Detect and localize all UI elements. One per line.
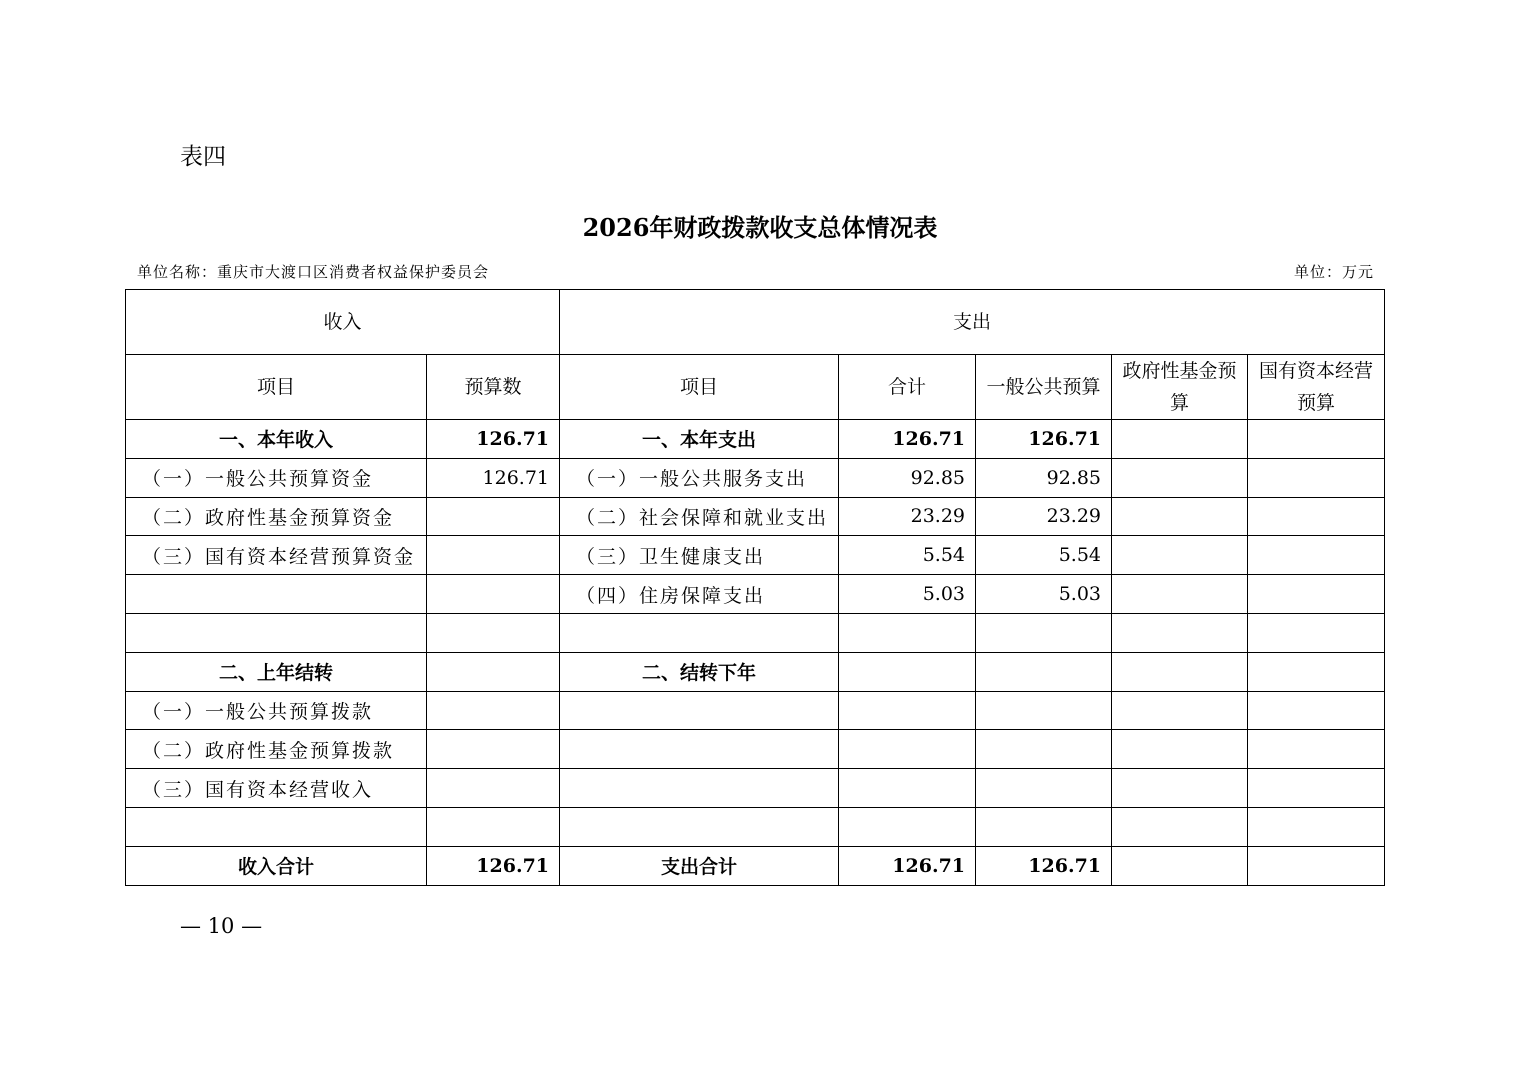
- table-row: [126, 769, 1385, 808]
- income-item-cell: [126, 613, 427, 652]
- income-item-cell: 一、本年收入: [126, 420, 427, 459]
- budget-table: [125, 289, 1385, 886]
- total-cell: 23.29: [839, 497, 976, 536]
- expense-item-cell: （二）社会保障和就业支出: [560, 497, 839, 536]
- page-title: 2026年财政拨款收支总体情况表: [582, 213, 938, 242]
- state-capital-cell: [1248, 691, 1385, 730]
- income-value-cell: 126.71: [427, 846, 560, 885]
- fund-budget-cell: [1112, 846, 1248, 885]
- table-row: [126, 807, 1385, 846]
- expense-item-cell: [560, 613, 839, 652]
- income-value-cell: 126.71: [427, 458, 560, 497]
- expense-item-cell: 支出合计: [560, 846, 839, 885]
- income-item-cell: （三）国有资本经营预算资金: [126, 536, 427, 575]
- income-value-cell: [427, 652, 560, 691]
- state-capital-cell: [1248, 769, 1385, 808]
- total-cell: [839, 730, 976, 769]
- fund-budget-header: 政府性基金预算: [1112, 355, 1248, 420]
- general-budget-cell: [976, 769, 1112, 808]
- income-item-header: 项目: [126, 355, 427, 420]
- fund-budget-cell: [1112, 652, 1248, 691]
- expense-item-cell: 一、本年支出: [560, 420, 839, 459]
- table-row: [126, 613, 1385, 652]
- expense-item-header: 项目: [560, 355, 839, 420]
- budget-header: 预算数: [427, 355, 560, 420]
- state-capital-cell: [1248, 575, 1385, 614]
- general-budget-cell: [976, 807, 1112, 846]
- expense-item-cell: （四）住房保障支出: [560, 575, 839, 614]
- income-item-cell: （二）政府性基金预算资金: [126, 497, 427, 536]
- total-header: 合计: [839, 355, 976, 420]
- expense-item-cell: [560, 730, 839, 769]
- state-capital-cell: [1248, 807, 1385, 846]
- table-row: [126, 730, 1385, 769]
- state-capital-cell: [1248, 497, 1385, 536]
- income-value-cell: [427, 497, 560, 536]
- table-row: [126, 846, 1385, 885]
- fund-budget-cell: [1112, 613, 1248, 652]
- total-cell: 126.71: [839, 846, 976, 885]
- fund-budget-cell: [1112, 575, 1248, 614]
- general-budget-cell: 92.85: [976, 458, 1112, 497]
- income-value-cell: [427, 769, 560, 808]
- table-tag: 表四: [180, 144, 226, 170]
- income-item-cell: 收入合计: [126, 846, 427, 885]
- income-item-cell: [126, 575, 427, 614]
- fund-budget-cell: [1112, 807, 1248, 846]
- income-value-cell: [427, 691, 560, 730]
- fund-budget-cell: [1112, 458, 1248, 497]
- total-cell: 126.71: [839, 420, 976, 459]
- total-cell: [839, 691, 976, 730]
- table-row: [126, 458, 1385, 497]
- fund-budget-cell: [1112, 536, 1248, 575]
- total-cell: [839, 613, 976, 652]
- total-cell: [839, 652, 976, 691]
- expense-item-cell: （一）一般公共服务支出: [560, 458, 839, 497]
- state-capital-cell: [1248, 613, 1385, 652]
- table-row: [126, 536, 1385, 575]
- general-budget-cell: [976, 613, 1112, 652]
- expense-item-cell: [560, 691, 839, 730]
- income-item-cell: （一）一般公共预算拨款: [126, 691, 427, 730]
- income-item-cell: （三）国有资本经营收入: [126, 769, 427, 808]
- income-item-cell: [126, 807, 427, 846]
- total-cell: 5.54: [839, 536, 976, 575]
- unit-name: 单位名称：重庆市大渡口区消费者权益保护委员会: [137, 263, 490, 281]
- general-budget-cell: [976, 691, 1112, 730]
- header-row-1: [126, 290, 1385, 355]
- income-item-cell: 二、上年结转: [126, 652, 427, 691]
- table-row: [126, 497, 1385, 536]
- general-budget-cell: 126.71: [976, 846, 1112, 885]
- general-budget-cell: 5.03: [976, 575, 1112, 614]
- state-capital-cell: [1248, 846, 1385, 885]
- general-budget-cell: [976, 730, 1112, 769]
- state-capital-cell: [1248, 536, 1385, 575]
- total-cell: [839, 769, 976, 808]
- state-capital-header: 国有资本经营预算: [1248, 355, 1385, 420]
- income-item-cell: （一）一般公共预算资金: [126, 458, 427, 497]
- income-value-cell: [427, 613, 560, 652]
- income-header: 收入: [126, 290, 560, 355]
- expense-item-cell: [560, 807, 839, 846]
- total-cell: 5.03: [839, 575, 976, 614]
- table-row: [126, 652, 1385, 691]
- fund-budget-cell: [1112, 691, 1248, 730]
- expense-header: 支出: [560, 290, 1385, 355]
- total-cell: [839, 807, 976, 846]
- table-row: [126, 420, 1385, 459]
- income-value-cell: 126.71: [427, 420, 560, 459]
- fund-budget-cell: [1112, 769, 1248, 808]
- income-value-cell: [427, 807, 560, 846]
- state-capital-cell: [1248, 420, 1385, 459]
- state-capital-cell: [1248, 730, 1385, 769]
- income-value-cell: [427, 730, 560, 769]
- header-row-2: [126, 355, 1385, 420]
- page-number: — 10 —: [180, 914, 263, 938]
- general-budget-header: 一般公共预算: [976, 355, 1112, 420]
- table-row: [126, 575, 1385, 614]
- total-cell: 92.85: [839, 458, 976, 497]
- state-capital-cell: [1248, 652, 1385, 691]
- general-budget-cell: 5.54: [976, 536, 1112, 575]
- general-budget-cell: 126.71: [976, 420, 1112, 459]
- table-row: [126, 691, 1385, 730]
- expense-item-cell: （三）卫生健康支出: [560, 536, 839, 575]
- expense-item-cell: [560, 769, 839, 808]
- general-budget-cell: 23.29: [976, 497, 1112, 536]
- state-capital-cell: [1248, 458, 1385, 497]
- fund-budget-cell: [1112, 730, 1248, 769]
- income-value-cell: [427, 536, 560, 575]
- general-budget-cell: [976, 652, 1112, 691]
- income-item-cell: （二）政府性基金预算拨款: [126, 730, 427, 769]
- fund-budget-cell: [1112, 497, 1248, 536]
- unit-label: 单位：万元: [1293, 263, 1374, 281]
- income-value-cell: [427, 575, 560, 614]
- fund-budget-cell: [1112, 420, 1248, 459]
- expense-item-cell: 二、结转下年: [560, 652, 839, 691]
